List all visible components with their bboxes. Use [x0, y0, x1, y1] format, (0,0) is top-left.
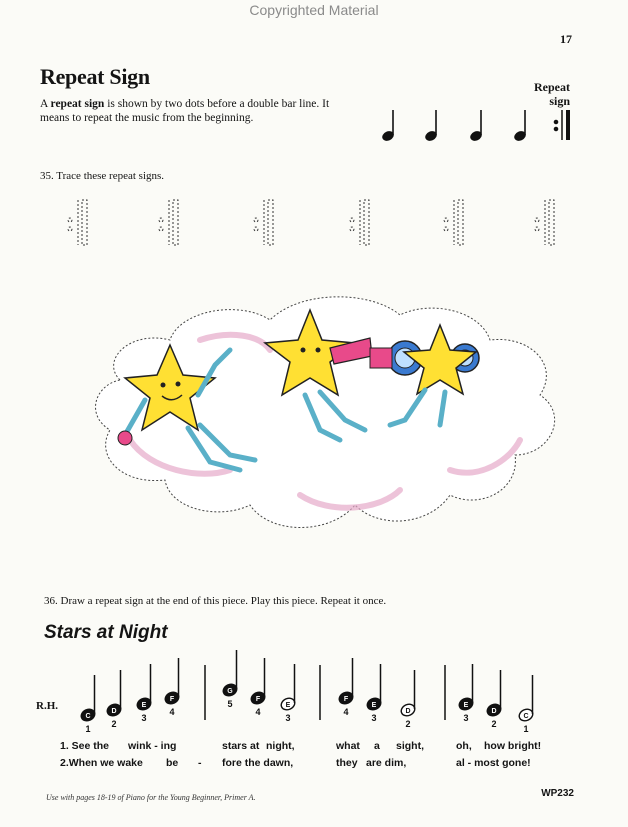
- example-note-2: [424, 110, 437, 142]
- trace-repeat-signs: [68, 200, 554, 245]
- question-36: 36. Draw a repeat sign at the end of this piece. Play this piece. Repeat it once.: [44, 595, 387, 607]
- repeat-sign-example: [381, 110, 570, 142]
- question-35: 35. Trace these repeat signs.: [40, 170, 165, 182]
- song-title: Stars at Night: [44, 622, 168, 643]
- product-code: WP232: [541, 788, 574, 799]
- lyric-2-0: 2.When we wake: [60, 757, 143, 769]
- intro-text: A repeat sign is shown by two dots before a double bar line. It means to repeat the music from the beginning.: [40, 98, 330, 124]
- right-hand-label: R.H.: [36, 700, 58, 712]
- trace-sign-2: [159, 200, 178, 245]
- finger-number: 3: [463, 713, 469, 723]
- finger-number: 5: [227, 699, 233, 709]
- music-notes: [79, 650, 534, 734]
- note-letter: C: [523, 713, 529, 720]
- music-note: [517, 675, 534, 734]
- note-letter: F: [255, 696, 261, 703]
- lyric-1-8: how bright!: [484, 740, 542, 752]
- note-letter: E: [141, 702, 147, 709]
- repeat-sign-label: Repeat sign: [534, 80, 570, 108]
- copyright-watermark: Copyrighted Material: [249, 2, 379, 18]
- finger-number: 2: [111, 719, 117, 729]
- note-letter: D: [491, 708, 497, 715]
- example-note-1: [381, 110, 394, 142]
- finger-number: 4: [255, 707, 261, 717]
- music-note: [221, 650, 238, 709]
- example-note-3: [469, 110, 482, 142]
- lyric-1-7: oh,: [456, 740, 472, 752]
- music-note: [337, 658, 354, 717]
- lyric-1-3: night,: [266, 740, 295, 752]
- finger-number: 3: [141, 713, 147, 723]
- lyric-2-3: fore the dawn,: [222, 757, 294, 769]
- note-letter: D: [405, 708, 411, 715]
- finger-number: 2: [491, 719, 497, 729]
- music-note: [485, 670, 502, 729]
- music-note: [399, 670, 416, 729]
- music-note: [457, 664, 474, 723]
- section-title: Repeat Sign: [40, 64, 150, 89]
- lyric-2-5: are dim,: [366, 757, 407, 769]
- finger-number: 2: [405, 719, 411, 729]
- note-letter: F: [169, 696, 175, 703]
- trace-sign-1: [68, 200, 87, 245]
- finger-number: 4: [343, 707, 349, 717]
- example-note-4: [513, 110, 526, 142]
- note-letter: C: [85, 713, 91, 720]
- music-note: [365, 664, 382, 723]
- footer-note: Use with pages 18-19 of Piano for the Young Beginner, Primer A.: [46, 793, 256, 802]
- lyric-2-6: al - most gone!: [456, 757, 531, 769]
- lyric-2-2: -: [198, 757, 202, 769]
- trace-sign-5: [444, 200, 463, 245]
- note-letter: G: [227, 688, 233, 695]
- lyric-2-1: be: [166, 757, 179, 769]
- music-note: [135, 664, 152, 723]
- lyric-1-2: stars at: [222, 740, 260, 752]
- music-note: [279, 664, 296, 723]
- lyric-1-6: sight,: [396, 740, 424, 752]
- stars-on-cloud-illustration: [96, 297, 555, 528]
- note-letter: E: [371, 702, 377, 709]
- trace-sign-4: [350, 200, 369, 245]
- finger-number: 3: [285, 713, 291, 723]
- finger-number: 1: [85, 724, 91, 734]
- lyric-1-4: what: [336, 740, 360, 752]
- page-number: 17: [560, 32, 572, 46]
- note-letter: D: [111, 708, 117, 715]
- lyric-2-4: they: [336, 757, 358, 769]
- music-note: [163, 658, 180, 717]
- note-letter: E: [285, 702, 291, 709]
- music-note: [105, 670, 122, 729]
- lyric-1-5: a: [374, 740, 380, 752]
- intro-bold-term: repeat sign: [50, 98, 105, 110]
- music-note: [249, 658, 266, 717]
- lyric-1-0: 1. See the: [60, 740, 110, 752]
- music-note: [79, 675, 96, 734]
- finger-number: 4: [169, 707, 175, 717]
- finger-number: 1: [523, 724, 529, 734]
- example-repeat-sign: [554, 110, 570, 140]
- trace-sign-6: [535, 200, 554, 245]
- finger-number: 3: [371, 713, 377, 723]
- note-letter: E: [463, 702, 469, 709]
- trace-sign-3: [254, 200, 273, 245]
- note-letter: F: [343, 696, 349, 703]
- lyric-1-1: wink - ing: [128, 740, 177, 752]
